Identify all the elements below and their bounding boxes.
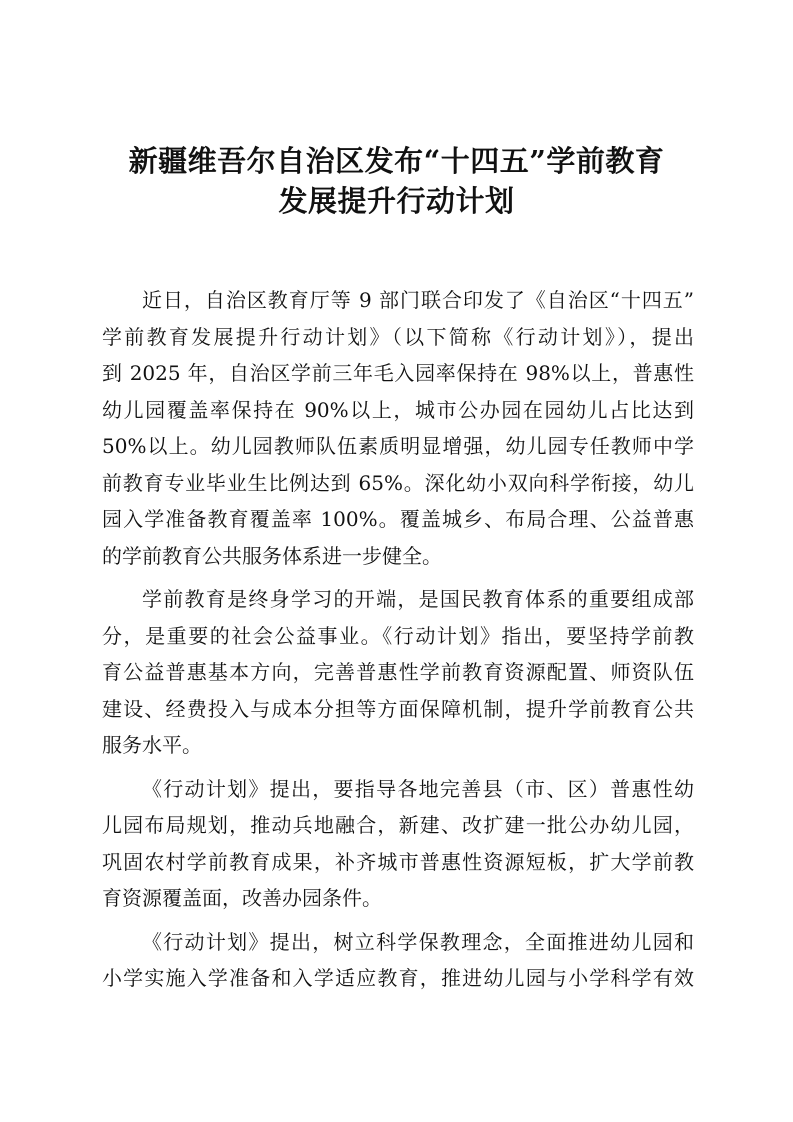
text-line: 《行动计划》提出，树立科学保教理念，全面推进幼儿园和: [142, 929, 694, 954]
paragraph: [102, 282, 694, 574]
text-line: 学前教育发展提升行动计划》（以下简称《行动计划》），提出: [102, 324, 694, 349]
title-line: 新疆维吾尔自治区发布“十四五”学前教育: [128, 144, 665, 178]
text-line: 小学实施入学准备和入学适应教育，推进幼儿园与小学科学有效: [102, 966, 694, 990]
text-line: 服务水平。: [102, 733, 202, 757]
text-line: 育公益普惠基本方向，完善普惠性学前教育资源配置、师资队伍: [102, 660, 694, 684]
text-line: 学前教育是终身学习的开端，是国民教育体系的重要组成部: [142, 587, 694, 611]
text-line: 《行动计划》提出，要指导各地完善县（市、区）普惠性幼: [142, 776, 694, 801]
text-line: 到 2025 年，自治区学前三年毛入园率保持在 98%以上，普惠性: [102, 361, 694, 385]
document-body: [102, 282, 694, 1004]
paragraph: [102, 581, 694, 764]
paragraph: [102, 771, 694, 917]
text-line: 幼儿园覆盖率保持在 90%以上，城市公办园在园幼儿占比达到: [102, 397, 694, 422]
title-line: 发展提升行动计划: [278, 184, 515, 218]
text-line: 园入学准备教育覆盖率 100%。覆盖城乡、布局合理、公益普惠: [102, 507, 694, 531]
text-line: 50%以上。幼儿园教师队伍素质明显增强，幼儿园专任教师中学: [102, 434, 694, 458]
text-line: 巩固农村学前教育成果，补齐城市普惠性资源短板，扩大学前教: [102, 849, 694, 874]
text-line: 儿园布局规划，推动兵地融合，新建、改扩建一批公办幼儿园，: [102, 813, 694, 837]
text-line: 建设、经费投入与成本分担等方面保障机制，提升学前教育公共: [102, 696, 694, 721]
text-line: 的学前教育公共服务体系进一步健全。: [102, 543, 442, 568]
text-line: 近日，自治区教育厅等 9 部门联合印发了《自治区“十四五”: [142, 288, 694, 312]
document-title: [60, 141, 733, 221]
text-line: 育资源覆盖面，改善办园条件。: [102, 886, 382, 910]
paragraph: [102, 924, 694, 997]
text-line: 前教育专业毕业生比例达到 65%。深化幼小双向科学衔接，幼儿: [102, 470, 694, 495]
text-line: 分，是重要的社会公益事业。《行动计划》指出，要坚持学前教: [102, 623, 694, 648]
